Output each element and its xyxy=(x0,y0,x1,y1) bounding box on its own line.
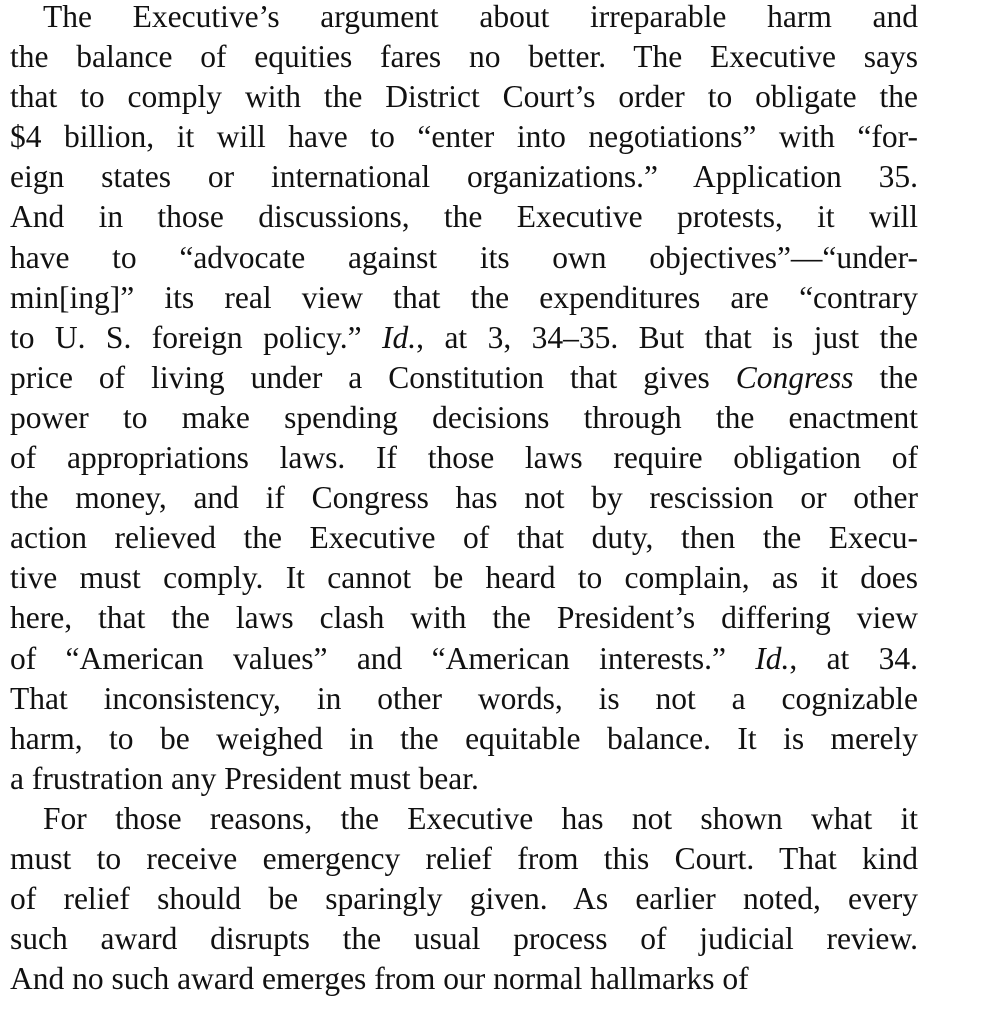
text-line xyxy=(10,839,918,879)
text-segment: that to comply with the District Court’s order to obligate the xyxy=(10,79,918,115)
text-segment: action relieved the Executive of that duty, then the Execu- xyxy=(10,520,918,556)
text-line xyxy=(10,398,918,438)
italic-citation: Id. xyxy=(382,319,417,355)
text-segment: harm, to be weighed in the equitable balance. It is merely xyxy=(10,720,918,756)
text-segment: of “American values” and “American interests.” xyxy=(10,640,756,676)
text-line xyxy=(10,558,918,598)
text-segment: of relief should be sparingly given. As earlier noted, every xyxy=(10,881,918,917)
text-segment: For those reasons, the Executive has not shown what it xyxy=(43,800,918,836)
text-segment: to U. S. foreign policy.” xyxy=(10,319,383,355)
text-line xyxy=(10,919,918,959)
text-line xyxy=(10,117,918,157)
text-line xyxy=(10,879,918,919)
text-line xyxy=(10,799,918,839)
text-line xyxy=(10,318,918,358)
text-line xyxy=(10,157,918,197)
text-segment: The Executive’s argument about irreparable harm and xyxy=(43,0,918,34)
text-line xyxy=(10,77,918,117)
text-segment: min[ing]” its real view that the expenditures are “contrary xyxy=(10,279,918,315)
document-page xyxy=(10,0,918,999)
italic-citation: Id. xyxy=(755,640,790,676)
text-line xyxy=(10,37,918,77)
text-line xyxy=(10,598,918,638)
text-line xyxy=(10,719,918,759)
text-segment: tive must comply. It cannot be heard to complain, as it does xyxy=(10,560,918,596)
text-segment: a frustration any President must bear. xyxy=(10,760,479,796)
text-line xyxy=(10,438,918,478)
text-line xyxy=(10,518,918,558)
text-segment: such award disrupts the usual process of judicial review. xyxy=(10,921,918,957)
text-line xyxy=(10,0,918,37)
text-segment: And no such award emerges from our normal hallmarks of xyxy=(10,961,749,997)
text-line xyxy=(10,679,918,719)
text-segment: eign states or international organizations.” Application 35. xyxy=(10,159,918,195)
text-line xyxy=(10,478,918,518)
text-segment: price of living under a Constitution that gives xyxy=(10,359,736,395)
text-line xyxy=(10,197,918,237)
italic-citation: Congress xyxy=(735,359,854,395)
text-segment: , at 34. xyxy=(789,640,918,676)
text-line xyxy=(10,278,918,318)
text-line xyxy=(10,959,918,999)
document-body xyxy=(10,0,918,999)
text-segment: the xyxy=(853,359,919,395)
text-line xyxy=(10,639,918,679)
text-segment: here, that the laws clash with the President’s differing view xyxy=(10,600,918,636)
text-segment: the money, and if Congress has not by rescission or other xyxy=(10,480,918,516)
paragraph xyxy=(10,0,918,799)
text-line xyxy=(10,759,918,799)
text-segment: the balance of equities fares no better. The Executive says xyxy=(10,39,918,75)
paragraph xyxy=(10,799,918,999)
text-segment: That inconsistency, in other words, is not a cognizable xyxy=(10,680,918,716)
text-segment: $4 billion, it will have to “enter into negotiations” with “for- xyxy=(10,119,918,155)
text-segment: power to make spending decisions through the enactment xyxy=(10,399,918,435)
text-line xyxy=(10,358,918,398)
text-segment: , at 3, 34–35. But that is just the xyxy=(416,319,918,355)
text-line xyxy=(10,238,918,278)
text-segment: And in those discussions, the Executive protests, it will xyxy=(10,199,918,235)
text-segment: must to receive emergency relief from this Court. That kind xyxy=(10,840,918,876)
text-segment: have to “advocate against its own objectives”—“under- xyxy=(10,239,918,275)
text-segment: of appropriations laws. If those laws require obligation of xyxy=(10,440,918,476)
